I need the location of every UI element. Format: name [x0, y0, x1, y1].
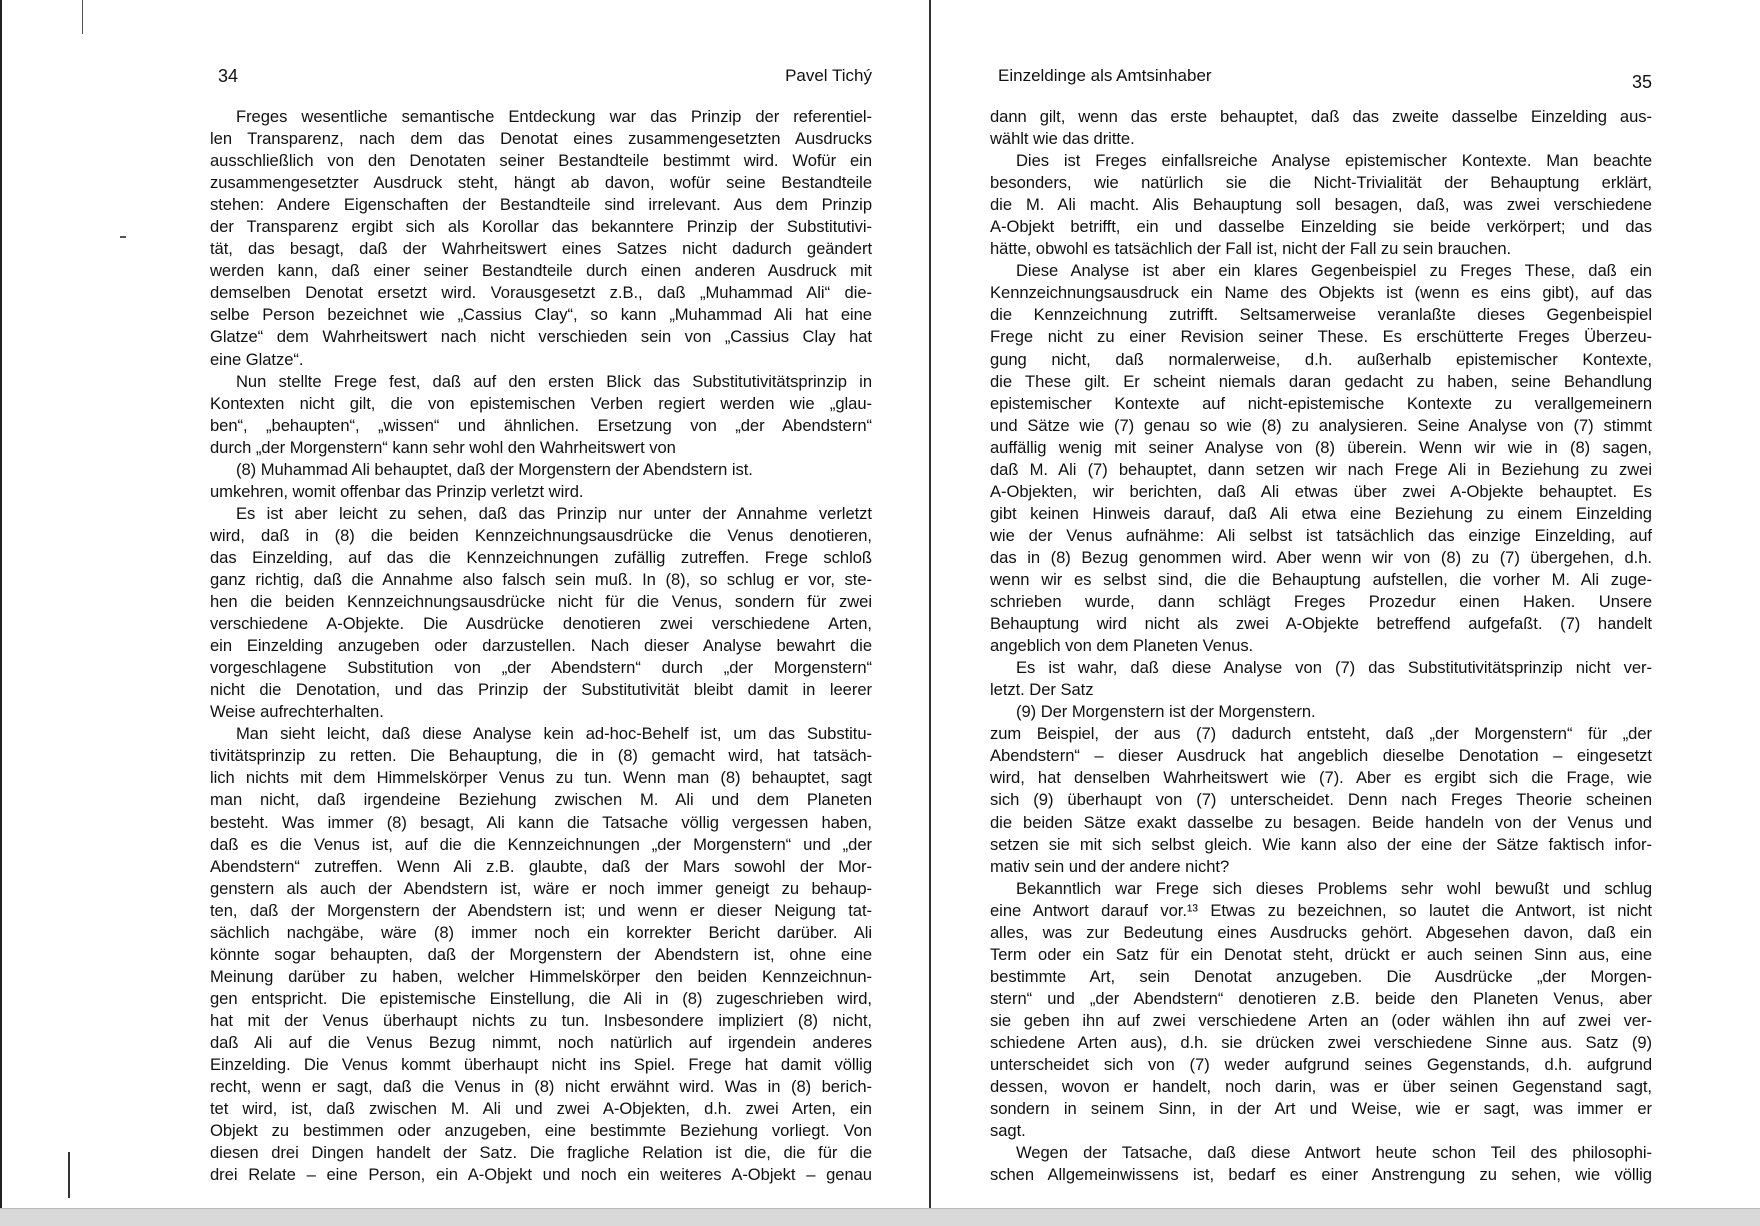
text-line: ein Einzelding anzugeben oder darzustellen. Nach dieser Analyse bewahrt die	[210, 636, 872, 656]
text-line: len Transparenz, nach dem das Denotat eines zusammengesetzten Ausdrucks	[210, 129, 872, 149]
text-line: Es ist wahr, daß diese Analyse von (7) das Substitutivitätsprinzip nicht ver-	[1016, 658, 1652, 678]
text-line: lich nichts mit dem Himmelskörper Venus zu tun. Wenn man (8) behauptet, sagt	[210, 768, 872, 788]
text-line: die Kennzeichnung zutrifft. Seltsamerweise veranlaßte dieses Gegenbeispiel	[990, 305, 1652, 325]
text-line: eine Antwort darauf vor.¹³ Etwas zu bezeichnen, so lautet die Antwort, ist nicht	[990, 900, 1652, 920]
text-line: eine Glatze“.	[210, 349, 304, 369]
text-line: werden kann, daß einer seiner Bestandteile durch einen anderen Ausdruck mit	[210, 261, 872, 281]
scan-speck	[120, 236, 126, 238]
text-line: Weise aufrechterhalten.	[210, 702, 384, 722]
page-number: 35	[1631, 72, 1652, 92]
left-page	[210, 0, 872, 1208]
text-line: sagt.	[990, 1121, 1026, 1141]
text-line: Kontexten nicht gilt, die von epistemischen Verben regiert werden wie „glau-	[210, 393, 872, 413]
text-line: selbe Person bezeichnet wie „Cassius Clay“, so kann „Muhammad Ali hat eine	[210, 305, 872, 325]
text-line: Meinung darüber zu haben, welcher Himmelskörper den beiden Kennzeichnun-	[210, 966, 872, 986]
scanner-bed-edge	[0, 1208, 1760, 1226]
text-line: daß M. Ali (7) behauptet, dann setzen wir nach Frege Ali in Beziehung zu zwei	[990, 459, 1652, 479]
text-line: Dies ist Freges einfallsreiche Analyse epistemischer Kontexte. Man beachte	[1016, 151, 1652, 171]
text-line: Freges wesentliche semantische Entdeckung war das Prinzip der referentiel-	[236, 107, 872, 126]
text-line: gen entspricht. Die epistemische Einstellung, die Ali in (8) zugeschrieben wird,	[210, 988, 872, 1008]
text-line: sich (9) überhaupt von (7) unterscheidet. Denn nach Freges Theorie scheinen	[990, 790, 1652, 810]
text-line: sie geben ihn auf zwei verschiedene Arten an (oder wählen ihn auf zwei ver-	[990, 1010, 1652, 1030]
text-line: besteht. Was immer (8) besagt, Ali kann die Tatsache völlig vergessen haben,	[210, 812, 872, 832]
page-body	[990, 106, 1652, 1186]
text-line: alles, was zur Bedeutung eines Ausdrucks gehört. Abgesehen davon, daß ein	[990, 922, 1652, 942]
page-number: 34	[218, 66, 239, 86]
text-line: sondern in seinem Sinn, in der Art und Weise, wie er sagt, was immer er	[990, 1099, 1652, 1119]
running-head	[990, 66, 1652, 92]
text-line: setzen sie mit sich selbst gleich. Wie kann also der eine der Sätze faktisch infor-	[990, 834, 1652, 854]
text-line: schrieben wurde, dann schlägt Freges Prozedur einen Haken. Unsere	[990, 592, 1652, 612]
text-line: die These gilt. Er scheint niemals daran gedacht zu haben, seine Behandlung	[990, 371, 1652, 391]
text-line: demselben Denotat ersetzt wird. Vorausgesetzt z.B., daß „Muhammad Ali“ die-	[210, 283, 872, 303]
text-line: Wegen der Tatsache, daß diese Antwort heute schon Teil des philosophi-	[1016, 1143, 1652, 1163]
text-line: Frege nicht zu einer Revision seiner These. Es erschütterte Freges Überzeu-	[990, 327, 1652, 347]
text-line: wird, daß in (8) die beiden Kennzeichnungsausdrücke die Venus denotieren,	[210, 525, 872, 545]
text-line: tät, das besagt, daß der Wahrheitswert eines Satzes nicht dadurch geändert	[210, 239, 872, 259]
text-line: verschiedene A-Objekte. Die Ausdrücke denotieren zwei verschiedene Arten,	[210, 614, 872, 634]
text-line: das in (8) Bezug genommen wird. Aber wenn wir von (8) zu (7) übergehen, d.h.	[990, 547, 1652, 567]
text-line: ganz richtig, daß die Annahme also falsch sein muß. In (8), so schlug er vor, ste-	[210, 569, 872, 589]
text-line: Glatze“ dem Wahrheitswert nach nicht verschieden sein von „Cassius Clay hat	[210, 327, 872, 347]
text-line: hätte, obwohl es tatsächlich der Fall ist, nicht der Fall zu sein brauchen.	[990, 239, 1512, 259]
text-line: Nun stellte Frege fest, daß auf den ersten Blick das Substitutivitätsprinzip in	[236, 371, 872, 391]
text-line: besonders, wie natürlich sie die Nicht-Trivialität der Behauptung erklärt,	[990, 173, 1652, 193]
text-line: umkehren, womit offenbar das Prinzip verletzt wird.	[210, 481, 584, 501]
text-line: Term oder ein Satz für ein Denotat steht, drückt er auch seinen Sinn aus, eine	[990, 944, 1652, 964]
text-line: die beiden Sätze exakt dasselbe zu besagen. Beide handeln von der Venus und	[990, 812, 1652, 832]
text-line: recht, wenn er sagt, daß die Venus in (8) nicht erwähnt wird. Was in (8) berich-	[210, 1077, 872, 1097]
text-line: drei Relate – eine Person, ein A-Objekt und noch ein weiteres A-Objekt – genau	[210, 1165, 872, 1185]
text-line: tet wird, ist, daß zwischen M. Ali und zwei A-Objekten, d.h. zwei Arten, ein	[210, 1099, 872, 1119]
text-line: die M. Ali macht. Alis Behauptung soll besagen, daß, was zwei verschiedene	[990, 195, 1652, 215]
text-line: gung nicht, daß normalerweise, d.h. außerhalb epistemischer Kontexte,	[990, 349, 1652, 369]
text-line: durch „der Morgenstern“ kann sehr wohl den Wahrheitswert von	[210, 437, 676, 457]
text-line: Bekanntlich war Frege sich dieses Problems sehr wohl bewußt und schlug	[1016, 878, 1652, 898]
page-body	[210, 106, 872, 1186]
text-line: Abendstern“ zutreffen. Wenn Ali z.B. glaubte, daß der Mars sowohl der Mor-	[210, 856, 872, 876]
text-line: daß es die Venus ist, auf die die Kennzeichnungen „der Morgenstern“ und „der	[210, 834, 872, 854]
text-line: sächlich nachgäbe, wäre (8) immer noch ein korrekter Bericht darüber. Ali	[210, 922, 872, 942]
text-line: Behauptung wird nicht als zwei A-Objekte betreffend aufgefaßt. (7) handelt	[990, 614, 1652, 634]
text-line: gibt keinen Hinweis darauf, daß Ali etwa eine Beziehung zu einem Einzelding	[990, 503, 1652, 523]
text-line: auffällig wenig mit seiner Analyse von (8) überein. Wenn wir wie in (8) sagen,	[990, 437, 1652, 457]
text-line: mativ sein und der andere nicht?	[990, 856, 1230, 876]
text-line: Es ist aber leicht zu sehen, daß das Prinzip nur unter der Annahme verletzt	[236, 503, 872, 523]
text-line: dessen, wovon er handelt, noch darin, was er über seinen Gegenstand sagt,	[990, 1077, 1652, 1097]
text-line: wählt wie das dritte.	[990, 129, 1135, 149]
text-line: wie der Venus aufnähme: Ali selbst ist tatsächlich das einzige Einzelding, auf	[990, 525, 1652, 545]
text-line: Einzelding. Die Venus kommt überhaupt nicht ins Spiel. Frege hat damit völlig	[210, 1055, 872, 1075]
scan-mark	[68, 1152, 70, 1198]
page-gutter	[929, 0, 931, 1208]
text-line: Abendstern“ – dieser Ausdruck hat angeblich dieselbe Denotation – eingesetzt	[990, 746, 1652, 766]
running-head-title: Einzeldinge als Amtsinhaber	[998, 66, 1212, 85]
text-line: Man sieht leicht, daß diese Analyse kein ad-hoc-Behelf ist, um das Substitu-	[236, 724, 872, 744]
text-line: genstern als auch der Abendstern ist, wäre er noch immer geneigt zu behaup-	[210, 878, 872, 898]
text-line: tivitätsprinzip zu retten. Die Behauptung, die in (8) gemacht wird, hat tatsäch-	[210, 746, 872, 766]
text-line: schen Allgemeinwissens ist, bedarf es einer Anstrengung zu sehen, wie völlig	[990, 1165, 1652, 1185]
text-line: ausschließlich von den Denotaten seiner Bestandteile bestimmt wird. Wofür ein	[210, 151, 872, 171]
text-line: diesen drei Dingen handelt der Satz. Die fragliche Relation ist die, die für die	[210, 1143, 872, 1163]
scan-mark	[82, 0, 83, 34]
text-line: wird, hat denselben Wahrheitswert wie (7). Aber es ergibt sich die Frage, wie	[990, 768, 1652, 788]
text-line: ben“, „behaupten“, „wissen“ und ähnlichen. Ersetzung von „der Abendstern“	[210, 415, 872, 435]
text-line: vorgeschlagene Substitution von „der Abendstern“ durch „der Morgenstern“	[210, 658, 872, 678]
text-line: (8) Muhammad Ali behauptet, daß der Morgenstern der Abendstern ist.	[236, 459, 753, 479]
text-line: epistemischer Kontexte auf nicht-epistemische Kontexte zu verallgemeinern	[990, 393, 1652, 413]
text-line: stern“ und „der Abendstern“ denotieren z.B. beide den Planeten Venus, aber	[990, 988, 1652, 1008]
text-line: wenn wir es selbst sind, die die Behauptung aufstellen, die vorher M. Ali zuge-	[990, 569, 1652, 589]
right-page	[990, 0, 1652, 1208]
text-line: daß Ali auf die Venus Bezug nimmt, noch natürlich auf irgendein anderes	[210, 1032, 872, 1052]
text-line: dann gilt, wenn das erste behauptet, daß das zweite dasselbe Einzelding aus-	[990, 107, 1652, 126]
running-head	[210, 66, 872, 88]
text-line: zusammengesetzter Ausdruck steht, hängt ab davon, wofür seine Bestandteile	[210, 173, 872, 193]
running-head-title: Pavel Tichý	[785, 66, 872, 85]
text-line: schiedene Arten aus), d.h. sie drücken zwei verschiedene Sinne aus. Satz (9)	[990, 1032, 1652, 1052]
text-line: A-Objekt betrifft, ein und dasselbe Einzelding sie beide verkörpert; und das	[990, 217, 1652, 237]
scan-edge	[0, 0, 2, 1225]
text-line: Objekt zu bestimmen oder anzugeben, eine bestimmte Beziehung vorliegt. Von	[210, 1121, 872, 1141]
text-line: und Sätze wie (7) genau so wie (8) zu analysieren. Seine Analyse von (7) stimmt	[990, 415, 1652, 435]
text-line: zum Beispiel, der aus (7) dadurch entsteht, daß „der Morgenstern“ für „der	[990, 724, 1652, 744]
text-line: das Einzelding, auf das die Kennzeichnungen zufällig zutreffen. Frege schloß	[210, 547, 872, 567]
text-line: ten, daß der Morgenstern der Abendstern ist; und wenn er dieser Neigung tat-	[210, 900, 872, 920]
text-line: hat mit der Venus überhaupt nichts zu tun. Insbesondere impliziert (8) nicht,	[210, 1010, 872, 1030]
text-line: stehen: Andere Eigenschaften der Bestandteile sind irrelevant. Aus dem Prinzip	[210, 195, 872, 215]
text-line: Diese Analyse ist aber ein klares Gegenbeispiel zu Freges These, daß ein	[1016, 261, 1652, 281]
text-line: der Transparenz ergibt sich als Korollar das bekanntere Prinzip der Substitutivi-	[210, 217, 872, 237]
text-line: hen die beiden Kennzeichnungsausdrücke nicht für die Venus, sondern für zwei	[210, 592, 872, 612]
text-line: (9) Der Morgenstern ist der Morgenstern.	[1016, 702, 1316, 722]
text-line: bestimmte Art, sein Denotat anzugeben. Die Ausdrücke „der Morgen-	[990, 966, 1652, 986]
text-line: Kennzeichnungsausdruck ein Name des Objekts ist (wenn es eins gibt), auf das	[990, 283, 1652, 303]
text-line: letzt. Der Satz	[990, 680, 1094, 700]
text-line: nicht die Denotation, und das Prinzip der Substitutivität bleibt damit in leerer	[210, 680, 872, 700]
text-line: unterscheidet sich von (7) weder aufgrund seines Gegenstands, d.h. aufgrund	[990, 1055, 1652, 1075]
text-line: A-Objekten, wir berichten, daß Ali etwas über zwei A-Objekte behauptet. Es	[990, 481, 1652, 501]
text-line: angeblich von dem Planeten Venus.	[990, 636, 1254, 656]
text-line: man nicht, daß irgendeine Beziehung zwischen M. Ali und dem Planeten	[210, 790, 872, 810]
text-line: könnte sogar behaupten, daß der Morgenstern der Abendstern ist, ohne eine	[210, 944, 872, 964]
